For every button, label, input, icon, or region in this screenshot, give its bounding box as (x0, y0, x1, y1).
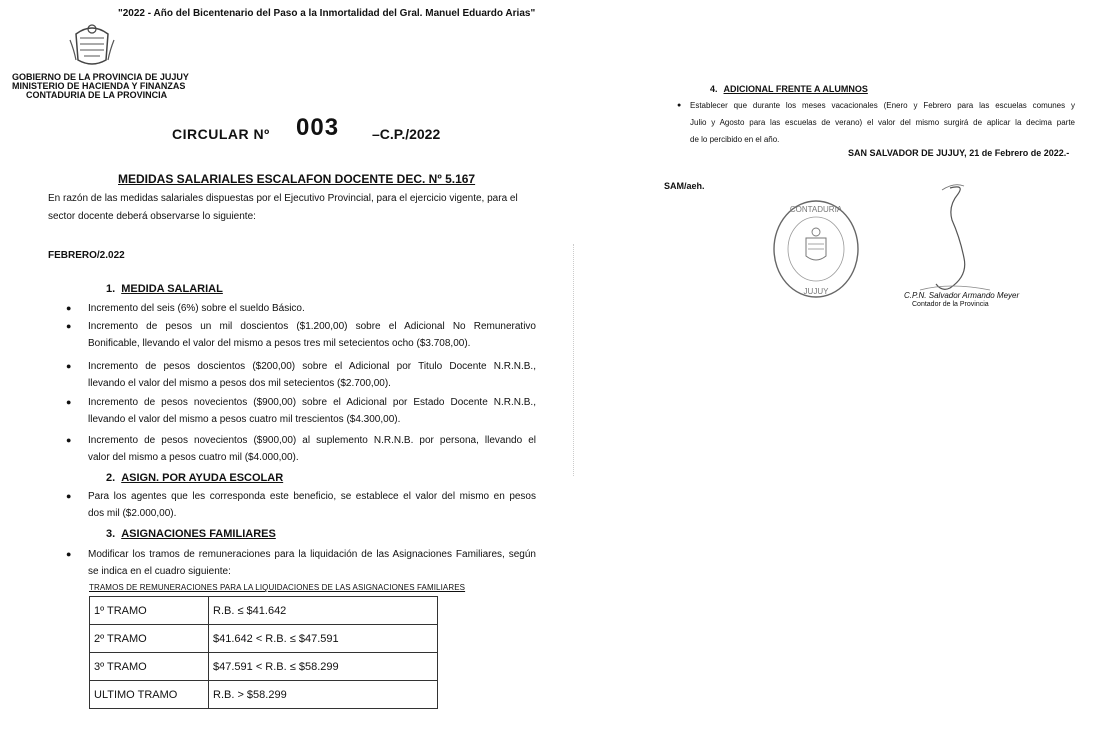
gov-line-3: CONTADURIA DE LA PROVINCIA (26, 90, 168, 100)
bullet-text: Incremento de pesos un mil doscientos ($1.200,00) sobre el Adicional No Remunerativo (88, 321, 536, 332)
bullet-dot-icon: ● (66, 549, 72, 559)
section-1-number: 1. (106, 283, 116, 295)
place-date: SAN SALVADOR DE JUJUY, 21 de Febrero de 2022.- (848, 148, 1070, 158)
section-1-label: MEDIDA SALARIAL (121, 283, 223, 295)
intro-line-1: En razón de las medidas salariales dispuestas por el Ejecutivo Provincial, para el ejercicio vigente, para el (48, 193, 518, 204)
bullet-1-2 (66, 318, 536, 352)
gov-line-1: GOBIERNO DE LA PROVINCIA DE JUJUY (12, 72, 189, 82)
bullet-text: Incremento de pesos doscientos ($200,00) sobre el Adicional por Titulo Docente N.R.N.B., (88, 361, 536, 372)
bullet-1-5 (66, 432, 536, 466)
table-cell-tramo: 1º TRAMO (90, 597, 209, 625)
section-1-heading (106, 283, 223, 295)
signatory-role: Contador de la Provincia (912, 301, 989, 308)
bullet-dot-icon: ● (66, 303, 72, 313)
bullet-dot-icon: ● (66, 491, 72, 501)
bullet-dot-icon: ● (66, 321, 72, 331)
table-cell-tramo: 2º TRAMO (90, 625, 209, 653)
period-label: FEBRERO/2.022 (48, 250, 125, 261)
document-title: MEDIDAS SALARIALES ESCALAFON DOCENTE DEC. Nº 5.167 (118, 172, 476, 186)
section-2-number: 2. (106, 472, 116, 484)
circular-number: 003 (296, 114, 340, 141)
bullet-text-cont: Bonificable, llevando el valor del mismo a pesos tres mil setecientos ocho ($3.708,00). (88, 338, 471, 349)
table-cell-tramo: ULTIMO TRAMO (90, 681, 209, 709)
circular-label: CIRCULAR Nº (172, 126, 270, 142)
section-4-label: ADICIONAL FRENTE A ALUMNOS (723, 84, 868, 94)
intro-line-2: sector docente deberá observarse lo siguiente: (48, 211, 256, 222)
section-3-heading (106, 528, 276, 540)
page-fold-line (573, 244, 575, 476)
bullet-dot-icon: ● (66, 361, 72, 371)
svg-text:JUJUY: JUJUY (803, 287, 829, 296)
official-seal-icon (771, 198, 861, 300)
bullet-text: Incremento de pesos novecientos ($900,00) sobre el Adicional por Estado Docente N.R.N.B., (88, 397, 536, 408)
signatory-name: C.P.N. Salvador Armando Meyer (904, 291, 1020, 300)
tramos-table (89, 596, 438, 709)
section-2-label: ASIGN. POR AYUDA ESCOLAR (121, 472, 284, 484)
circular-suffix: –C.P./2022 (372, 126, 441, 142)
provincial-crest-icon (66, 20, 118, 68)
table-caption: TRAMOS DE REMUNERACIONES PARA LA LIQUIDACIONES DE LAS ASIGNACIONES FAMILIARES (89, 583, 466, 592)
bullet-1-3 (66, 358, 536, 392)
bullet-dot-icon: ● (677, 102, 682, 109)
bullet-text: Establecer que durante los meses vacacionales (Enero y Febrero para las escuelas comunes y (690, 101, 1075, 110)
table-cell-rango: R.B. ≤ $41.642 (209, 597, 438, 625)
bullet-text-cont: llevando el valor del mismo a pesos cuatro mil trescientos ($4.300,00). (88, 414, 401, 425)
bullet-text-cont-2: de lo percibido en el año. (690, 135, 780, 144)
table-cell-rango: $41.642 < R.B. ≤ $47.591 (209, 625, 438, 653)
table-row (90, 597, 438, 625)
author-initials: SAM/aeh. (664, 181, 705, 191)
bullet-text: Modificar los tramos de remuneraciones para la liquidación de las Asignaciones Familiares, según (88, 549, 536, 560)
table-cell-tramo: 3º TRAMO (90, 653, 209, 681)
bullet-4-1 (677, 97, 1075, 148)
bullet-1-1 (66, 300, 536, 317)
table-row (90, 681, 438, 709)
table-cell-rango: $47.591 < R.B. ≤ $58.299 (209, 653, 438, 681)
bullet-dot-icon: ● (66, 397, 72, 407)
bullet-text: Para los agentes que les corresponda este beneficio, se establece el valor del mismo en pesos (88, 491, 536, 502)
bullet-text-cont: Julio y Agosto para las escuelas de verano) el valor del mismo surgirá de aplicar la decima parte (690, 118, 1075, 127)
bullet-text: Incremento de pesos novecientos ($900,00) al suplemento N.R.N.B. por persona, llevando el (88, 435, 536, 446)
section-3-label: ASIGNACIONES FAMILIARES (121, 528, 276, 540)
svg-text:CONTADURIA: CONTADURIA (789, 205, 843, 214)
bullet-text: Incremento del seis (6%) sobre el sueldo Básico. (88, 303, 305, 314)
bullet-text-cont: llevando el valor del mismo a pesos dos mil setecientos ($2.700,00). (88, 378, 391, 389)
section-2-heading (106, 472, 283, 484)
table-row (90, 625, 438, 653)
table-row (90, 653, 438, 681)
bullet-2-1 (66, 488, 536, 522)
bullet-text-cont: se indica en el cuadro siguiente: (88, 566, 231, 577)
section-4-heading (710, 84, 868, 94)
section-4-number: 4. (710, 84, 718, 94)
bullet-text-cont: dos mil ($2.000,00). (88, 508, 177, 519)
bullet-1-4 (66, 394, 536, 428)
bullet-text-cont: valor del mismo a pesos cuatro mil ($4.000,00). (88, 452, 299, 463)
header-motto: "2022 - Año del Bicentenario del Paso a la Inmortalidad del Gral. Manuel Eduardo Arias" (118, 8, 536, 19)
section-3-number: 3. (106, 528, 116, 540)
government-header (12, 73, 189, 100)
table-cell-rango: R.B. > $58.299 (209, 681, 438, 709)
bullet-dot-icon: ● (66, 435, 72, 445)
signature-icon (890, 180, 1010, 300)
gov-line-2: MINISTERIO DE HACIENDA Y FINANZAS (12, 81, 186, 91)
bullet-3-1 (66, 546, 536, 580)
